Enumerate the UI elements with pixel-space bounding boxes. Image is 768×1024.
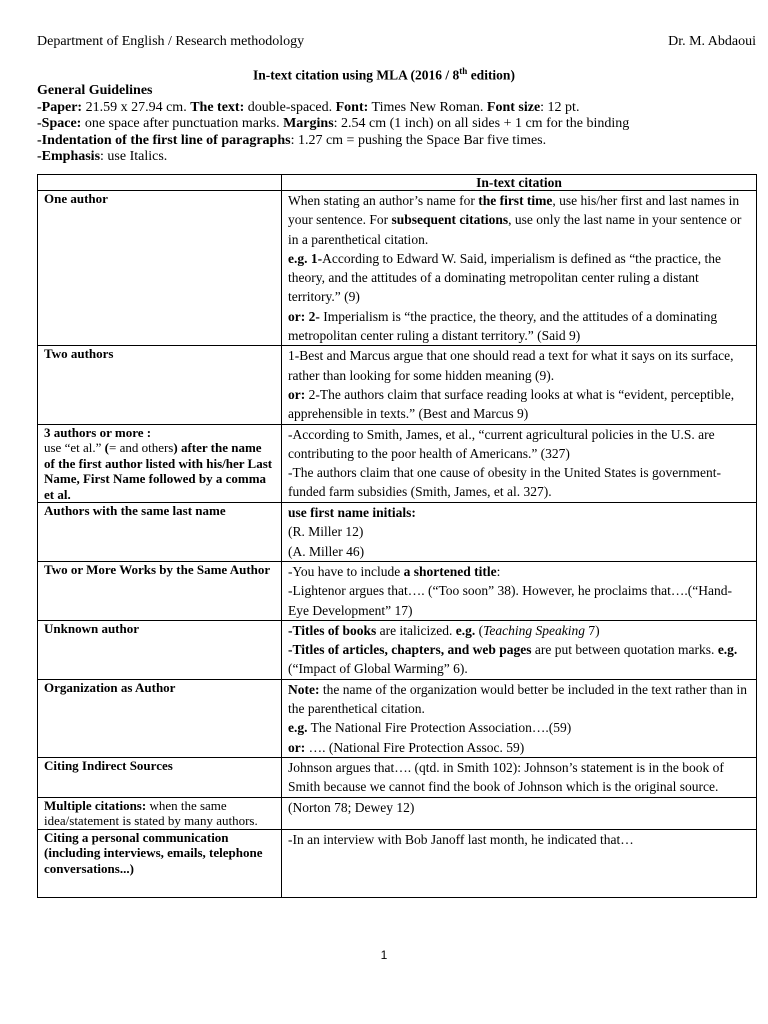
- text: -The authors claim that one cause of obesity in the United States is government-funded farm subsidies (Smith, James, et al. 327).: [288, 465, 722, 500]
- general-guidelines: [37, 83, 757, 166]
- text: (A. Miller 46): [288, 543, 365, 559]
- text: According to Edward W. Said, imperialism is defined as “the practice, the theory, and the attitudes of a dominating metropolitan center ruling a distant territory.” (9): [288, 250, 722, 305]
- text: Imperialism is “the practice, the theory, and the attitudes of a dominating metropolitan center ruling a distant territory.” (Said 9): [288, 308, 718, 344]
- text: 7): [584, 622, 600, 638]
- paper-value: 21.59 x 27.94 cm.: [82, 99, 191, 115]
- row-label-two-works: Two or More Works by the Same Author: [38, 561, 282, 620]
- or-label: or:: [288, 739, 306, 755]
- text: When stating an author’s name for: [288, 193, 479, 208]
- header-department: Department of English / Research methodology: [37, 34, 305, 49]
- margins-value: : 2.54 cm (1 inch) on all sides + 1 cm for the binding: [333, 116, 630, 131]
- row-content-organization: [282, 679, 757, 757]
- text: e.g.: [455, 622, 476, 638]
- row-label-one-author: One author: [38, 191, 282, 346]
- row-label-two-authors: Two authors: [38, 346, 282, 424]
- text: are put between quotation marks.: [531, 642, 718, 658]
- text: (: [475, 622, 484, 638]
- space-value: one space after punctuation marks.: [81, 116, 284, 131]
- table-row: [38, 679, 757, 757]
- table-row: [38, 191, 757, 346]
- fontsize-value: : 12 pt.: [540, 99, 580, 115]
- table-row: [38, 797, 757, 829]
- guideline-paper: [37, 100, 757, 117]
- title-superscript: th: [459, 66, 468, 76]
- text: …. (National Fire Protection Assoc. 59): [305, 739, 525, 755]
- document-title: [0, 66, 768, 84]
- margins-label: Margins: [283, 116, 334, 131]
- guideline-indentation: [37, 133, 757, 150]
- row-content-multiple: (Norton 78; Dewey 12): [282, 797, 757, 829]
- text: 2-The authors claim that surface reading looks at what is “evident, perceptible, apprehensible in texts.” (Best and Marcus 9): [288, 386, 735, 422]
- text: , use only the last name in your sentence or in a parenthetical citation.: [288, 212, 742, 247]
- header-author: Dr. M. Abdaoui: [668, 34, 756, 49]
- font-label: Font:: [335, 99, 369, 115]
- guidelines-heading: General Guidelines: [37, 83, 153, 98]
- text: , use his/her first and last names in your sentence. For: [288, 193, 740, 228]
- text: Multiple citations:: [44, 797, 147, 813]
- table-row: [38, 829, 757, 897]
- space-label: -Space:: [37, 116, 82, 131]
- guideline-space: [37, 116, 757, 133]
- guideline-emphasis: [37, 149, 757, 166]
- text: -Lightenor argues that…. (“Too soon” 38). However, he proclaims that….(“Hand-Eye Development” 17): [288, 583, 733, 618]
- eg-label: e.g. 1-: [288, 250, 323, 266]
- or-label: or: 2-: [288, 308, 320, 324]
- citation-table: [37, 174, 757, 898]
- text-label: The text:: [190, 99, 245, 115]
- or-label: or:: [288, 386, 306, 402]
- text: = and others: [108, 440, 174, 456]
- text: use “et al.”: [44, 440, 105, 456]
- row-label-indirect: Citing Indirect Sources: [38, 757, 282, 797]
- table-row: [38, 757, 757, 797]
- paper-label: -Paper:: [37, 99, 83, 115]
- title-text-end: edition): [467, 67, 515, 83]
- text: :: [496, 563, 501, 579]
- text: -According to Smith, James, et al., “current agricultural policies in the U.S. are contributing to the poor health of Americans.” (327): [288, 426, 715, 461]
- indent-label: -Indentation of the first line of paragraphs: [37, 132, 291, 148]
- text-value: double-spaced.: [244, 99, 336, 115]
- table-row: [38, 346, 757, 424]
- row-label-personal: Citing a personal communication (including interviews, emails, telephone conversations...): [38, 829, 282, 897]
- text: The National Fire Protection Association….(59): [307, 720, 572, 736]
- text: (“Impact of Global Warming” 6).: [288, 661, 468, 677]
- row-content-two-authors: [282, 346, 757, 424]
- text: a shortened title: [403, 563, 497, 579]
- row-content-unknown-author: [282, 620, 757, 679]
- text: -You have to include: [288, 563, 404, 579]
- header-cell-empty: [38, 175, 282, 191]
- row-label-same-last-name: Authors with the same last name: [38, 503, 282, 562]
- font-value: Times New Roman.: [368, 99, 487, 115]
- text: (R. Miller 12): [288, 524, 364, 540]
- table-row: [38, 561, 757, 620]
- text: subsequent citations: [391, 212, 509, 228]
- text: -Titles of articles, chapters, and web pages: [288, 642, 532, 658]
- eg-label: e.g.: [288, 720, 308, 736]
- row-label-unknown-author: Unknown author: [38, 620, 282, 679]
- text: 3 authors or more :: [44, 424, 152, 440]
- text: 1-Best and Marcus argue that one should read a text for what it says on its surface, rather than looking for some hidden meaning (9).: [288, 348, 734, 383]
- text: e.g.: [717, 642, 738, 658]
- header-cell-in-text-citation: In-text citation: [282, 175, 757, 191]
- row-content-two-works: [282, 561, 757, 620]
- title-text: In-text citation using MLA (2016 / 8: [253, 67, 460, 83]
- text: the name of the organization would better be included in the text rather than in the parenthetical citation.: [288, 681, 747, 717]
- text: use first name initials:: [288, 505, 416, 521]
- text: (: [104, 440, 109, 456]
- page-number: 1: [380, 948, 388, 962]
- table-header-row: [38, 175, 757, 191]
- row-label-organization: Organization as Author: [38, 679, 282, 757]
- text: ) after the name of the first author listed with his/her Last Name, First Name followed by a comma et al.: [44, 440, 273, 502]
- table-row: [38, 424, 757, 503]
- row-content-three-authors: [282, 424, 757, 503]
- text: the first time: [478, 193, 553, 208]
- row-label-multiple: [38, 797, 282, 829]
- text: when the same idea/statement is stated by many authors.: [44, 797, 258, 829]
- text: -Titles of books: [288, 622, 377, 638]
- emphasis-label: -Emphasis: [37, 149, 101, 164]
- indent-value: : 1.27 cm = pushing the Space Bar five times.: [290, 132, 547, 148]
- fontsize-label: Font size: [486, 99, 541, 115]
- page-header: [37, 34, 756, 50]
- row-content-personal: -In an interview with Bob Janoff last month, he indicated that…: [282, 829, 757, 897]
- row-content-same-last-name: [282, 503, 757, 562]
- note-label: Note:: [288, 681, 320, 697]
- text: Teaching Speaking: [483, 622, 585, 638]
- table-row: [38, 503, 757, 562]
- table-row: [38, 620, 757, 679]
- emphasis-value: : use Italics.: [100, 149, 168, 164]
- row-content-indirect: Johnson argues that…. (qtd. in Smith 102): Johnson’s statement is in the book of Smith because we cannot find the book of Johnson which is the original source.: [282, 757, 757, 797]
- row-label-three-authors: [38, 424, 282, 503]
- text: are italicized.: [376, 622, 456, 638]
- row-content-one-author: [282, 191, 757, 346]
